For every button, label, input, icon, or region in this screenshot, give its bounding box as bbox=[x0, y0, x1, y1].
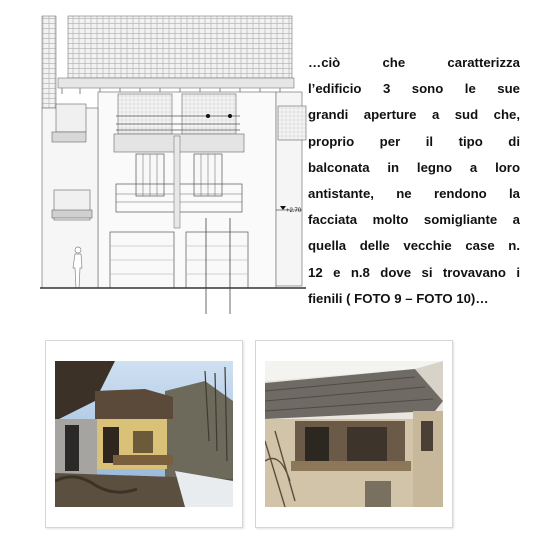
text-line: …ciò che caratterizza bbox=[308, 55, 520, 70]
text-line: proprio per il tipo di bbox=[308, 133, 520, 149]
photo-card-foto-10 bbox=[255, 340, 453, 528]
level-label: +2.70 bbox=[286, 208, 302, 214]
text-line: l’edificio 3 sono le sue bbox=[308, 81, 520, 97]
text-line: facciata molto somigliante a bbox=[308, 212, 520, 228]
left-roof bbox=[42, 16, 56, 108]
text-line: antistante, ne rendono la bbox=[308, 186, 520, 202]
building-elevation-drawing bbox=[40, 14, 310, 314]
text-line: fienili ( FOTO 9 – FOTO 10)… bbox=[308, 290, 489, 306]
old-house-balcony-photo bbox=[55, 361, 233, 507]
text-line: grandi aperture a sud che, bbox=[308, 107, 520, 123]
text-line: 12 e n.8 dove si trovavano i bbox=[308, 264, 520, 280]
text-line: quella delle vecchie case n. bbox=[308, 238, 520, 254]
main-roof bbox=[68, 16, 292, 78]
text-line: balconata in legno a loro bbox=[308, 159, 520, 175]
old-stone-roof-photo bbox=[265, 361, 443, 507]
photo-card-foto-9 bbox=[45, 340, 243, 528]
description-text bbox=[308, 50, 520, 312]
